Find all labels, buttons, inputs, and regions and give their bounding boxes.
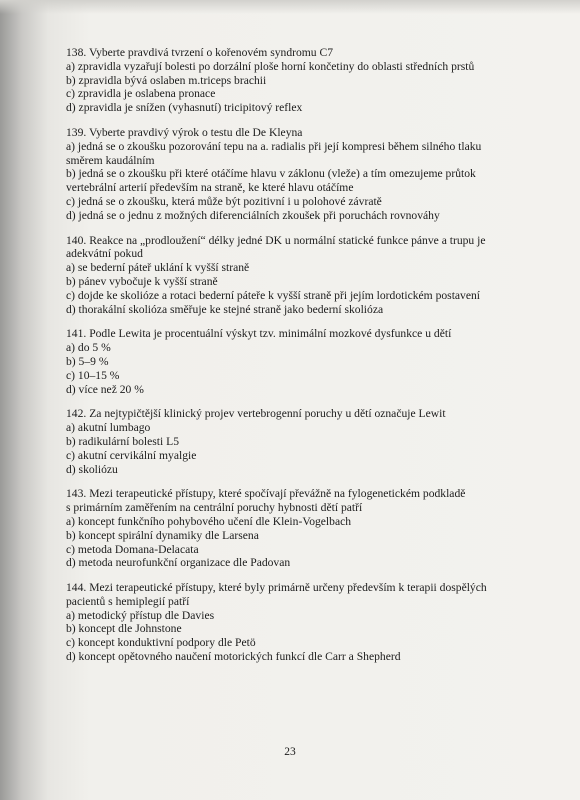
- option-b: b) radikulární bolesti L5: [66, 434, 180, 448]
- option-a: a) akutní lumbago: [66, 421, 151, 435]
- option-c: c) jedná se o zkoušku, která může být pozitivní i u polohové závratě: [66, 194, 382, 208]
- option-b: b) jedná se o zkoušku při které otáčíme hlavu v záklonu (vleže) a tím omezujeme průtok: [66, 167, 476, 181]
- question-141: [66, 327, 536, 396]
- question-text: 138. Vyberte pravdivá tvrzení o kořenovém syndromu C7: [66, 46, 334, 59]
- question-139: [66, 126, 536, 223]
- option-b: b) zpravidla bývá oslaben m.triceps brachii: [66, 73, 267, 87]
- option-c: c) dojde ke skolióze a rotaci bederní páteře k vyšší straně při jejím lordotickém postavení: [66, 288, 481, 302]
- question-text-continued: adekvátní pokud: [66, 247, 143, 261]
- page-number: 23: [284, 746, 296, 758]
- option-d: d) více než 20 %: [66, 382, 144, 396]
- question-text: 140. Reakce na „prodloužení“ délky jedné DK u normální statické funkce pánve a trupu je: [66, 233, 486, 247]
- option-a: a) koncept funkčního pohybového učení dle Klein-Vogelbach: [66, 514, 352, 528]
- question-text: 143. Mezi terapeutické přístupy, které spočívají převážně na fylogenetickém podkladě: [66, 487, 466, 501]
- option-b: b) koncept spirální dynamiky dle Larsena: [66, 528, 259, 542]
- option-d: d) thorakální skolióza směřuje ke stejné straně jako bederní skolióza: [66, 302, 384, 316]
- option-a: a) se bederní páteř uklání k vyšší straně: [66, 261, 250, 275]
- option-a: a) metodický přístup dle Davies: [66, 608, 215, 622]
- option-a: a) jedná se o zkoušku pozorování tepu na a. radialis při její kompresi během silného tlaku: [66, 139, 482, 153]
- option-d: d) metoda neurofunkční organizace dle Padovan: [66, 556, 291, 570]
- question-text-continued: s primárním zaměřením na centrální poruchy hybnosti dětí patří: [66, 501, 363, 515]
- option-b-continued: vertebrální arterií především na straně, ke které hlavu otáčíme: [66, 181, 354, 195]
- option-a-continued: směrem kaudálním: [66, 153, 155, 167]
- option-d: d) zpravidla je snížen (vyhasnutí) tricipitový reflex: [66, 101, 303, 115]
- question-140: [66, 234, 536, 317]
- option-a: a) do 5 %: [66, 341, 111, 355]
- option-d: d) jedná se o jednu z možných diferenciálních zkoušek při poruchách rovnováhy: [66, 208, 440, 222]
- option-c: c) metoda Domana-Delacata: [66, 542, 199, 556]
- option-d: d) skoliózu: [66, 462, 118, 476]
- question-text: 142. Za nejtypičtější klinický projev vertebrogenní poruchy u dětí označuje Lewit: [66, 407, 446, 421]
- option-c: c) koncept konduktivní podpory dle Petö: [66, 636, 256, 650]
- question-142: [66, 407, 536, 476]
- question-138: [66, 46, 536, 115]
- question-144: [66, 581, 536, 664]
- option-b: b) pánev vybočuje k vyšší straně: [66, 274, 218, 288]
- question-text: 141. Podle Lewita je procentuální výskyt tzv. minimální mozkové dysfunkce u dětí: [66, 327, 452, 341]
- option-b: b) koncept dle Johnstone: [66, 622, 182, 636]
- question-143: [66, 487, 536, 570]
- question-text-continued: pacientů s hemiplegií patří: [66, 594, 190, 608]
- option-a: a) zpravidla vyzařují bolesti po dorzální ploše horní končetiny do oblasti středních prstů: [66, 59, 475, 73]
- option-b: b) 5–9 %: [66, 354, 109, 368]
- question-text: 144. Mezi terapeutické přístupy, které byly primárně určeny především k terapii dospělých: [66, 581, 487, 595]
- option-c: c) akutní cervikální myalgie: [66, 448, 197, 462]
- question-list: [66, 46, 536, 675]
- question-text: 139. Vyberte pravdivý výrok o testu dle De Kleyna: [66, 125, 303, 139]
- page-edge-shadow: [0, 0, 580, 14]
- option-d: d) koncept opětovného naučení motorických funkcí dle Carr a Shepherd: [66, 650, 401, 664]
- option-c: c) zpravidla je oslabena pronace: [66, 87, 216, 101]
- option-c: c) 10–15 %: [66, 368, 120, 382]
